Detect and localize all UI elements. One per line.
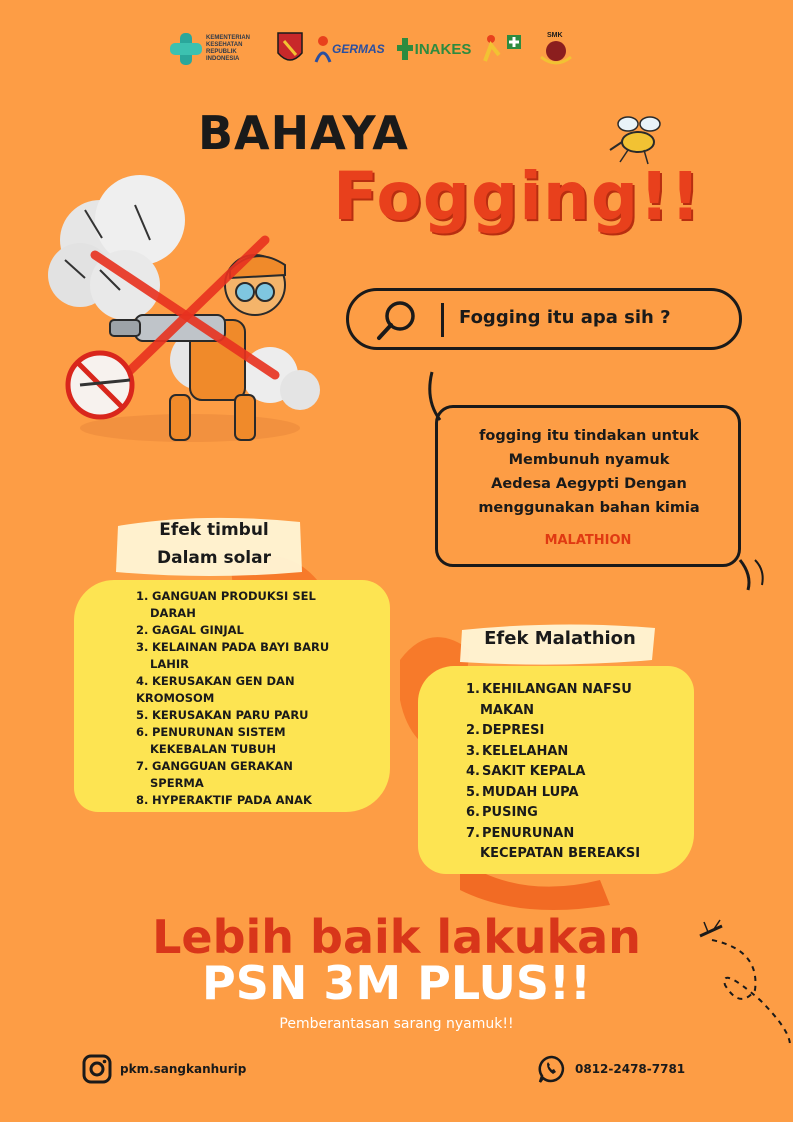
list-item: 8. HYPERAKTIF PADA ANAK [136,793,312,807]
kemenkes-logo: KEMENTERIAN KESEHATAN REPUBLIK INDONESIA [168,31,266,67]
instagram-contact[interactable] [82,1054,246,1084]
inakes-logo: INAKES [395,36,472,62]
list-item: 1. KEHILANGAN NAFSU MAKAN [466,682,632,718]
svg-text:SMK: SMK [547,32,563,39]
title-fogging: Fogging!! [333,158,702,235]
smk-logo [535,29,577,69]
search-divider [441,303,444,337]
search-icon [373,297,419,343]
search-query: Fogging itu apa sih ? [459,307,671,328]
cta-line-2: PSN 3M PLUS!! [202,956,591,1010]
malathion-effects-list [418,666,694,874]
whatsapp-number: 0812-2478-7781 [575,1062,686,1076]
definition-box [435,405,741,567]
definition-line: Membunuh nyamuk [508,452,670,468]
list-item: 2. DEPRESI [466,723,545,738]
list-item: 7. GANGGUAN GERAKAN SPERMA [136,759,293,790]
germas-icon [314,34,332,64]
smk-icon [535,29,577,69]
solar-effects-heading [118,516,310,572]
list-item: 6. PUSING [466,805,538,820]
whatsapp-contact[interactable] [537,1054,685,1084]
health-logo [481,31,525,67]
list-item: 7. PENURUNAN KECEPATAN BEREAKSI [466,825,641,861]
inakes-icon [395,36,415,62]
definition-line: Aedesa Aegypti Dengan [491,476,687,492]
instagram-icon [82,1054,112,1084]
list-item: 3. KELELAHAN [466,743,569,759]
malathion-effects-heading: Efek Malathion [484,628,636,649]
definition-line: menggunakan bahan kimia [478,500,700,516]
logo-row [168,24,598,74]
list-item: 1. GANGUAN PRODUKSI SEL DARAH [136,589,316,620]
cta-line-1: Lebih baik lakukan [152,910,641,964]
definition-line: fogging itu tindakan untuk [479,428,699,444]
list-item: 6. PENURUNAN SISTEM KEKEBALAN TUBUH [136,725,286,756]
health-figure-icon [481,31,525,67]
kemenkes-icon [168,31,204,67]
list-item: 2. GAGAL GINJAL [136,623,244,637]
search-bar[interactable] [346,288,742,350]
title-bahaya: BAHAYA [198,106,409,160]
list-item: 5. KERUSAKAN PARU PARU [136,708,309,722]
fogging-illustration [40,160,350,460]
heading-line: Dalam solar [157,548,271,568]
list-item: 3. KELAINAN PADA BAYI BARU LAHIR [136,640,330,671]
solar-effects-list [74,580,390,812]
emblem-icon [276,31,304,67]
instagram-handle: pkm.sangkanhurip [120,1062,247,1076]
list-item: 5. MUDAH LUPA [466,784,579,800]
regional-emblem-logo [276,31,304,67]
heading-line: Efek timbul [159,520,269,540]
list-item: 4. SAKIT KEPALA [466,764,586,779]
list-item: 4. KERUSAKAN GEN DAN KROMOSOM [136,674,295,705]
definition-text [444,424,734,520]
germas-logo: GERMAS [314,34,385,64]
cta-line-3: Pemberantasan sarang nyamuk!! [279,1016,514,1032]
whatsapp-icon [537,1054,567,1084]
chemical-name: MALATHION [544,533,632,548]
